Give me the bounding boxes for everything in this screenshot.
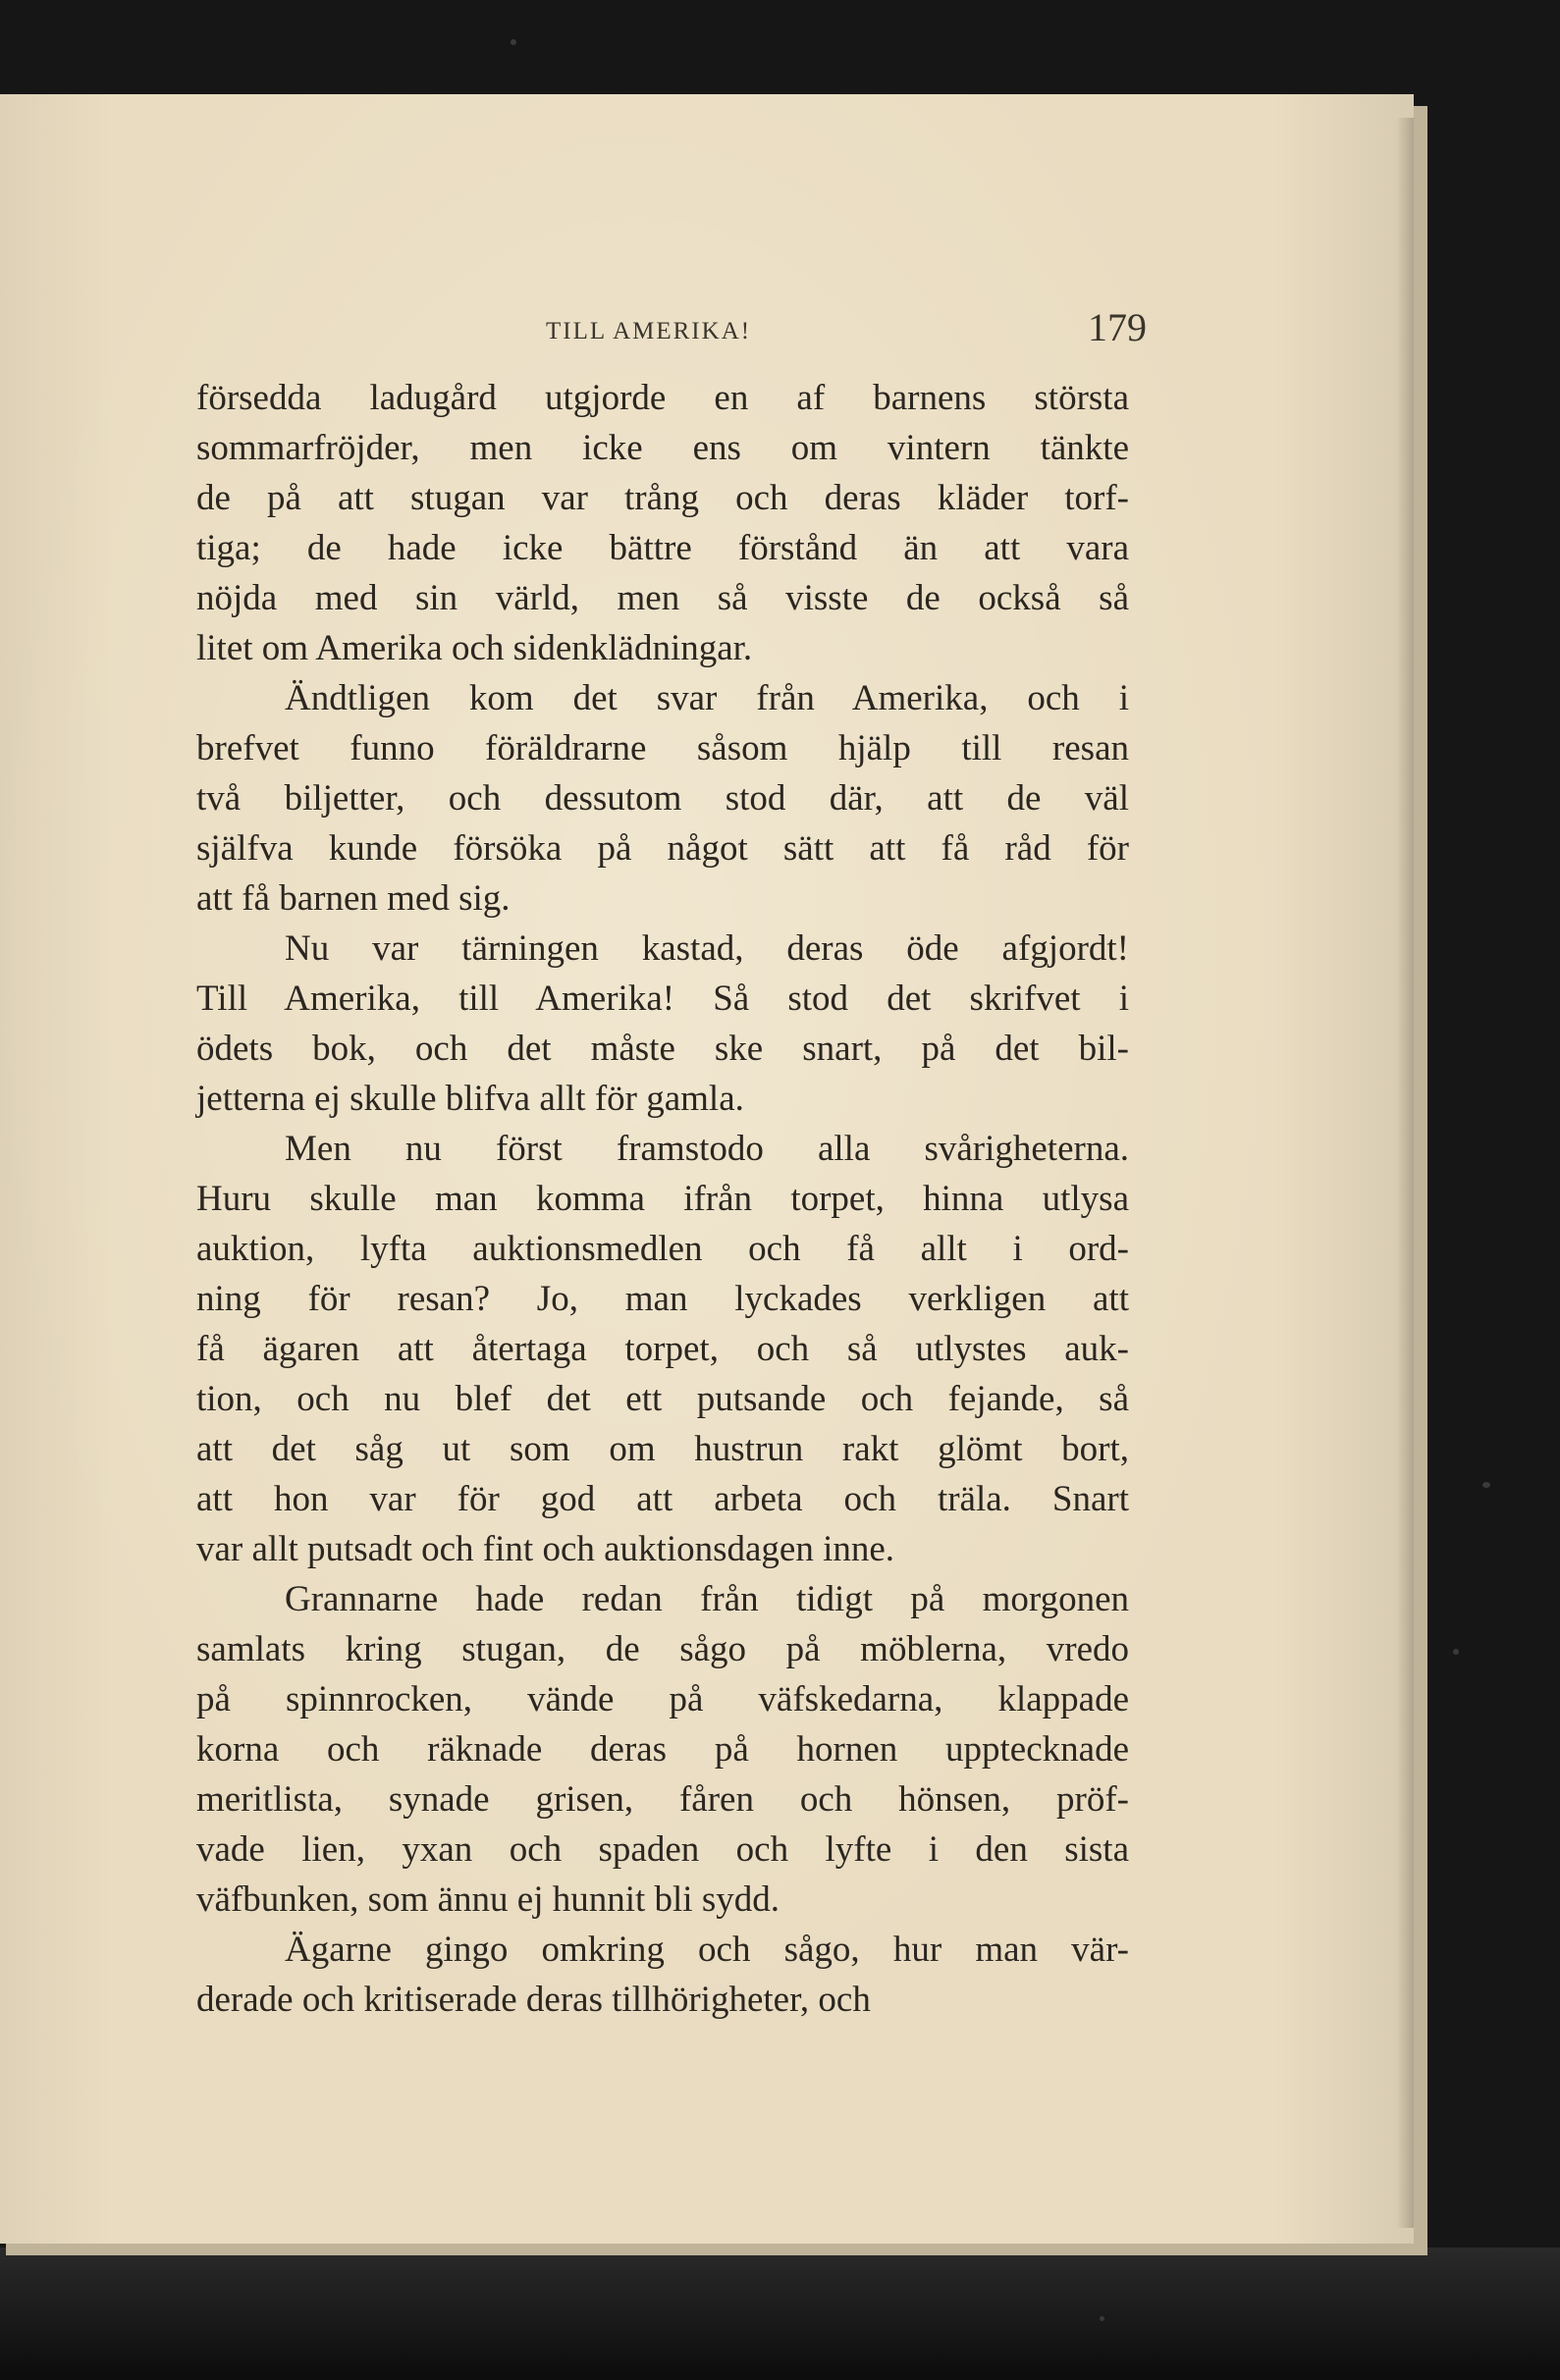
paragraph <box>196 924 1129 1124</box>
paragraph <box>196 1574 1129 1925</box>
text-line: vade lien, yxan och spaden och lyfte i den sista <box>196 1829 1129 1870</box>
text-line: auktion, lyfta auktionsmedlen och få allt i ord- <box>196 1229 1129 1269</box>
text-line: Grannarne hade redan från tidigt på morgonen <box>285 1579 1129 1619</box>
running-title: TILL AMERIKA! <box>546 318 752 344</box>
text-line: Till Amerika, till Amerika! Så stod det skrifvet i <box>196 978 1129 1019</box>
running-head <box>196 304 1158 359</box>
text-line: brefvet funno föräldrarne såsom hjälp till resan <box>196 728 1129 768</box>
text-line: att hon var för god att arbeta och träla. Snart <box>196 1479 1129 1519</box>
dark-backdrop <box>0 2248 1560 2380</box>
text-line: Ändtligen kom det svar från Amerika, och i <box>285 678 1129 718</box>
text-line: ödets bok, och det måste ske snart, på det bil- <box>196 1029 1129 1069</box>
paragraph <box>196 373 1129 673</box>
text-line: derade och kritiserade deras tillhörigheter, och <box>196 1980 871 2020</box>
text-line: sommarfröjder, men icke ens om vintern tänkte <box>196 428 1129 468</box>
paragraph <box>196 1124 1129 1574</box>
text-line: att det såg ut som om hustrun rakt glömt bort, <box>196 1429 1129 1469</box>
paragraph <box>196 1925 1129 2025</box>
text-line: två biljetter, och dessutom stod där, att de väl <box>196 778 1129 819</box>
dust-speck <box>1482 1482 1490 1488</box>
text-line: Men nu först framstodo alla svårigheterna. <box>285 1129 1129 1169</box>
dust-speck <box>1100 2316 1104 2321</box>
text-line: Huru skulle man komma ifrån torpet, hinna utlysa <box>196 1179 1129 1219</box>
text-line: på spinnrocken, vände på väfskedarna, klappade <box>196 1679 1129 1719</box>
dust-speck <box>511 39 516 45</box>
text-line: samlats kring stugan, de sågo på möblerna, vredo <box>196 1629 1129 1669</box>
text-line: försedda ladugård utgjorde en af barnens största <box>196 378 1129 418</box>
text-line: få ägaren att återtaga torpet, och så utlystes auk- <box>196 1329 1129 1369</box>
text-line: tion, och nu blef det ett putsande och fejande, så <box>196 1379 1129 1419</box>
text-line: de på att stugan var trång och deras kläder torf- <box>196 478 1129 518</box>
text-line: ning för resan? Jo, man lyckades verkligen att <box>196 1279 1129 1319</box>
text-line: var allt putsadt och fint och auktionsdagen inne. <box>196 1529 895 1569</box>
text-line: tiga; de hade icke bättre förstånd än att vara <box>196 528 1129 568</box>
text-line: att få barnen med sig. <box>196 878 511 919</box>
text-line: Nu var tärningen kastad, deras öde afgjordt! <box>285 928 1129 969</box>
page-edge <box>1396 118 1414 2228</box>
paragraph <box>196 673 1129 924</box>
text-line: själfva kunde försöka på något sätt att få råd för <box>196 828 1129 869</box>
text-line: Ägarne gingo omkring och sågo, hur man vär- <box>285 1930 1129 1970</box>
text-line: litet om Amerika och sidenklädningar. <box>196 628 753 668</box>
text-line: nöjda med sin värld, men så visste de också så <box>196 578 1129 618</box>
text-line: jetterna ej skulle blifva allt för gamla. <box>196 1079 744 1119</box>
dust-speck <box>1453 1649 1459 1655</box>
page-number: 179 <box>1088 305 1147 349</box>
text-line: väfbunken, som ännu ej hunnit bli sydd. <box>196 1879 780 1920</box>
text-line: meritlista, synade grisen, fåren och hönsen, pröf- <box>196 1779 1129 1820</box>
body-text <box>196 373 1129 2025</box>
text-line: korna och räknade deras på hornen upptecknade <box>196 1729 1129 1770</box>
